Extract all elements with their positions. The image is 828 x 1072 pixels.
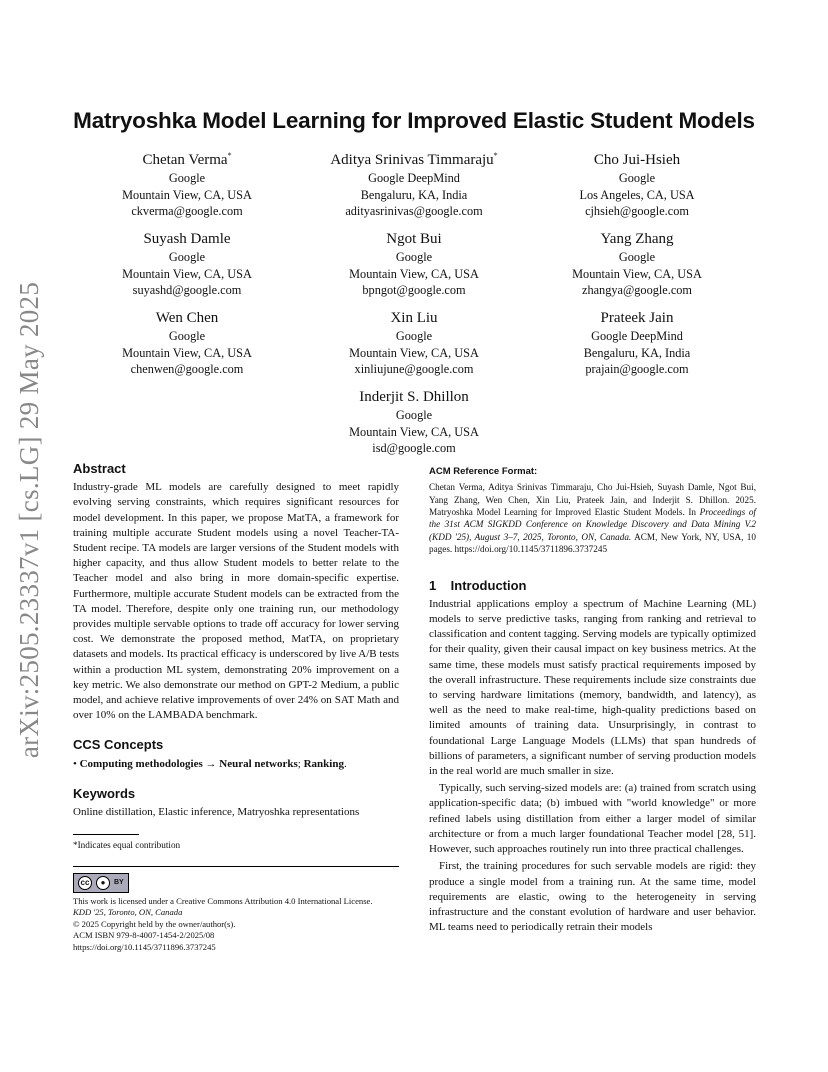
- footnote: *Indicates equal contribution: [73, 840, 181, 851]
- ccs-concept-computing: Computing methodologies: [79, 757, 203, 770]
- ccs-end: .: [343, 757, 347, 770]
- author-card: [72, 146, 302, 220]
- author-card: [522, 304, 752, 378]
- author-location: Mountain View, CA, USA: [122, 345, 252, 360]
- right-column: [429, 464, 756, 935]
- author-location: Mountain View, CA, USA: [349, 266, 479, 281]
- author-location: Mountain View, CA, USA: [349, 424, 479, 439]
- author-email: chenwen@google.com: [130, 362, 244, 377]
- ccs-separator: ;: [297, 757, 301, 770]
- author-affiliation: Google: [168, 250, 206, 264]
- acm-ref-proceedings: Proceedings of the 31st ACM SIGKDD Conference on Knowledge Discovery and Data Mining V.2 (KDD '25), August 3–7, 2025, Toronto, ON, Canada.: [429, 507, 756, 542]
- license-line: This work is licensed under a Creative Commons Attribution 4.0 International License.: [73, 895, 373, 906]
- acm-ref-heading: ACM Reference Format:: [429, 466, 538, 477]
- by-icon: ●: [96, 876, 110, 890]
- author-affiliation: Google DeepMind: [368, 171, 460, 185]
- author-name: Chetan Verma*: [142, 151, 232, 168]
- ccs-arrow: →: [205, 757, 217, 770]
- author-name: Wen Chen: [155, 310, 219, 326]
- author-location: Bengaluru, KA, India: [583, 345, 691, 360]
- author-email: isd@google.com: [372, 441, 456, 456]
- author-name: Prateek Jain: [600, 310, 674, 326]
- author-card: [299, 383, 529, 457]
- author-name: Aditya Srinivas Timmaraju*: [330, 151, 498, 168]
- author-location: Mountain View, CA, USA: [349, 345, 479, 360]
- author-email: ckverma@google.com: [131, 204, 243, 219]
- ccs-concept-ranking: Ranking: [303, 757, 344, 770]
- license-isbn: ACM ISBN 979-8-4007-1454-2/2025/08: [73, 930, 215, 941]
- author-card: [522, 225, 752, 299]
- author-email: bpngot@google.com: [362, 283, 466, 298]
- license-venue: KDD '25, Toronto, ON, Canada: [73, 907, 183, 918]
- ccs-concept-neural: Neural networks: [219, 757, 298, 770]
- author-name: Cho Jui-Hsieh: [593, 152, 681, 168]
- intro-heading: 1 Introduction: [429, 577, 527, 593]
- by-label: BY: [114, 879, 124, 887]
- author-card: [522, 146, 752, 220]
- author-name: Yang Zhang: [600, 231, 674, 247]
- author-affiliation: Google: [168, 171, 206, 185]
- intro-paragraph-3: First, the training procedures for such servable models are rigid: they produce a single model from a training run. At the same time, model requirements are elastic, owing to the heterogeneity in serving infrastructure and the constant evolution of hardware and user behavior. ML teams need to periodically retrain their models: [429, 860, 756, 934]
- keywords-text: Online distillation, Elastic inference, Matryoshka representations: [73, 806, 360, 819]
- equal-contribution-mark: *: [493, 151, 498, 160]
- license-doi: https://doi.org/10.1145/3711896.3737245: [73, 942, 216, 953]
- cc-icon: cc: [78, 876, 92, 890]
- ccs-bullet: •: [73, 757, 77, 770]
- author-affiliation: Google DeepMind: [591, 329, 683, 343]
- author-location: Mountain View, CA, USA: [122, 187, 252, 202]
- license-copyright: © 2025 Copyright held by the owner/author(s).: [73, 918, 236, 929]
- abstract-heading: Abstract: [73, 461, 126, 476]
- author-card: [299, 304, 529, 378]
- keywords-heading: Keywords: [73, 785, 136, 801]
- author-affiliation: Google: [168, 329, 206, 343]
- acm-ref-part2: ACM, New York, NY, USA, 10 pages. https://doi.org/10.1145/3711896.3737245: [429, 531, 756, 555]
- author-email: zhangya@google.com: [581, 283, 692, 298]
- author-name: Suyash Damle: [143, 231, 231, 247]
- acm-ref-part1: Chetan Verma, Aditya Srinivas Timmaraju, Cho Jui-Hsieh, Suyash Damle, Ngot Bui, Yang Zhang, Wen Chen, Xin Liu, Prateek Jain, and Inderjit S. Dhillon. 2025. Matryoshka Model Learning for Improved Elastic Student Models. In: [429, 482, 756, 518]
- author-location: Mountain View, CA, USA: [572, 266, 702, 281]
- author-affiliation: Google: [618, 171, 656, 185]
- intro-paragraph-1: Industrial applications employ a spectrum of Machine Learning (ML) models to serve predictive tasks, ranging from ranking and retrieval to classification and content tagging. Serving models are typically optimized for their quality, given their causal impact on key business metrics. At the same time, these models must satisfy practical requirements imposed by the overall infrastructure. These requirements include size constraints due to serving hardware limitations (memory, bandwidth, and latency), as well as the need to make real-time, high-quality predictions based on limited amounts of training data. Unsurprisingly, in contrast to foundational Large Language Models (LLMs) that span hundreds of billions of parameters, a significant number of serving production models in the real world are much smaller in size.: [429, 597, 756, 778]
- author-affiliation: Google: [618, 250, 656, 264]
- author-card: [299, 146, 529, 220]
- author-card: [72, 304, 302, 378]
- author-location: Bengaluru, KA, India: [360, 187, 468, 202]
- author-location: Mountain View, CA, USA: [122, 266, 252, 281]
- cc-by-icon: [73, 873, 129, 893]
- equal-contribution-mark: *: [227, 151, 232, 160]
- acm-ref-text: [429, 481, 756, 555]
- author-email: prajain@google.com: [585, 362, 689, 377]
- author-name: Inderjit S. Dhillon: [359, 389, 469, 405]
- left-column: [73, 461, 399, 954]
- author-affiliation: Google: [395, 329, 433, 343]
- author-card: [299, 225, 529, 299]
- author-affiliation: Google: [395, 250, 433, 264]
- author-affiliation: Google: [395, 408, 433, 422]
- ccs-heading: CCS Concepts: [73, 737, 164, 753]
- author-email: adityasrinivas@google.com: [345, 204, 483, 219]
- author-name: Ngot Bui: [386, 231, 442, 247]
- author-email: suyashd@google.com: [132, 283, 242, 298]
- ccs-concepts: [73, 757, 399, 772]
- author-email: xinliujune@google.com: [354, 362, 474, 377]
- intro-paragraph-2: Typically, such serving-sized models are: (a) trained from scratch using application-specific data; (b) imbued with "world knowledge" or more refined labels using distillation from either a larger model of similar architecture or from a much larger foundational Teacher model [28, 51]. However, such approaches routinely run into three practical challenges.: [429, 782, 756, 856]
- author-email: cjhsieh@google.com: [585, 204, 689, 219]
- footnote-rule: [73, 834, 139, 835]
- author-location: Los Angeles, CA, USA: [579, 187, 695, 202]
- author-card: [72, 225, 302, 299]
- author-name: Xin Liu: [390, 310, 438, 326]
- license-block: [73, 866, 399, 954]
- paper-title: Matryoshka Model Learning for Improved Elastic Student Models: [73, 108, 755, 133]
- abstract-text: Industry-grade ML models are carefully designed to meet rapidly evolving serving constraints, which requires significant resources for model development. In this paper, we propose MatTA, a framework for training multiple accurate Student models using a novel Teacher-TA-Student recipe. TA models are larger versions of the Student models with higher capacity, and thus allow Student models to better relate to the Teacher model and also bring in more domain-specific expertise. Furthermore, multiple accurate Student models can be extracted from the TA model. Therefore, despite only one training run, our methodology provides multiple servable options to trade off accuracy for lower serving cost. We demonstrate the proposed method, MatTA, on proprietary datasets and models. Its practical efficacy is underscored by live A/B tests within a production ML system, demonstrating 20% improvement on a key metric. We also demonstrate our method on GPT-2 Medium, a public model, and achieve relative improvements of over 24% on SAT Math and over 10% on the LAMBADA benchmark.: [73, 481, 399, 722]
